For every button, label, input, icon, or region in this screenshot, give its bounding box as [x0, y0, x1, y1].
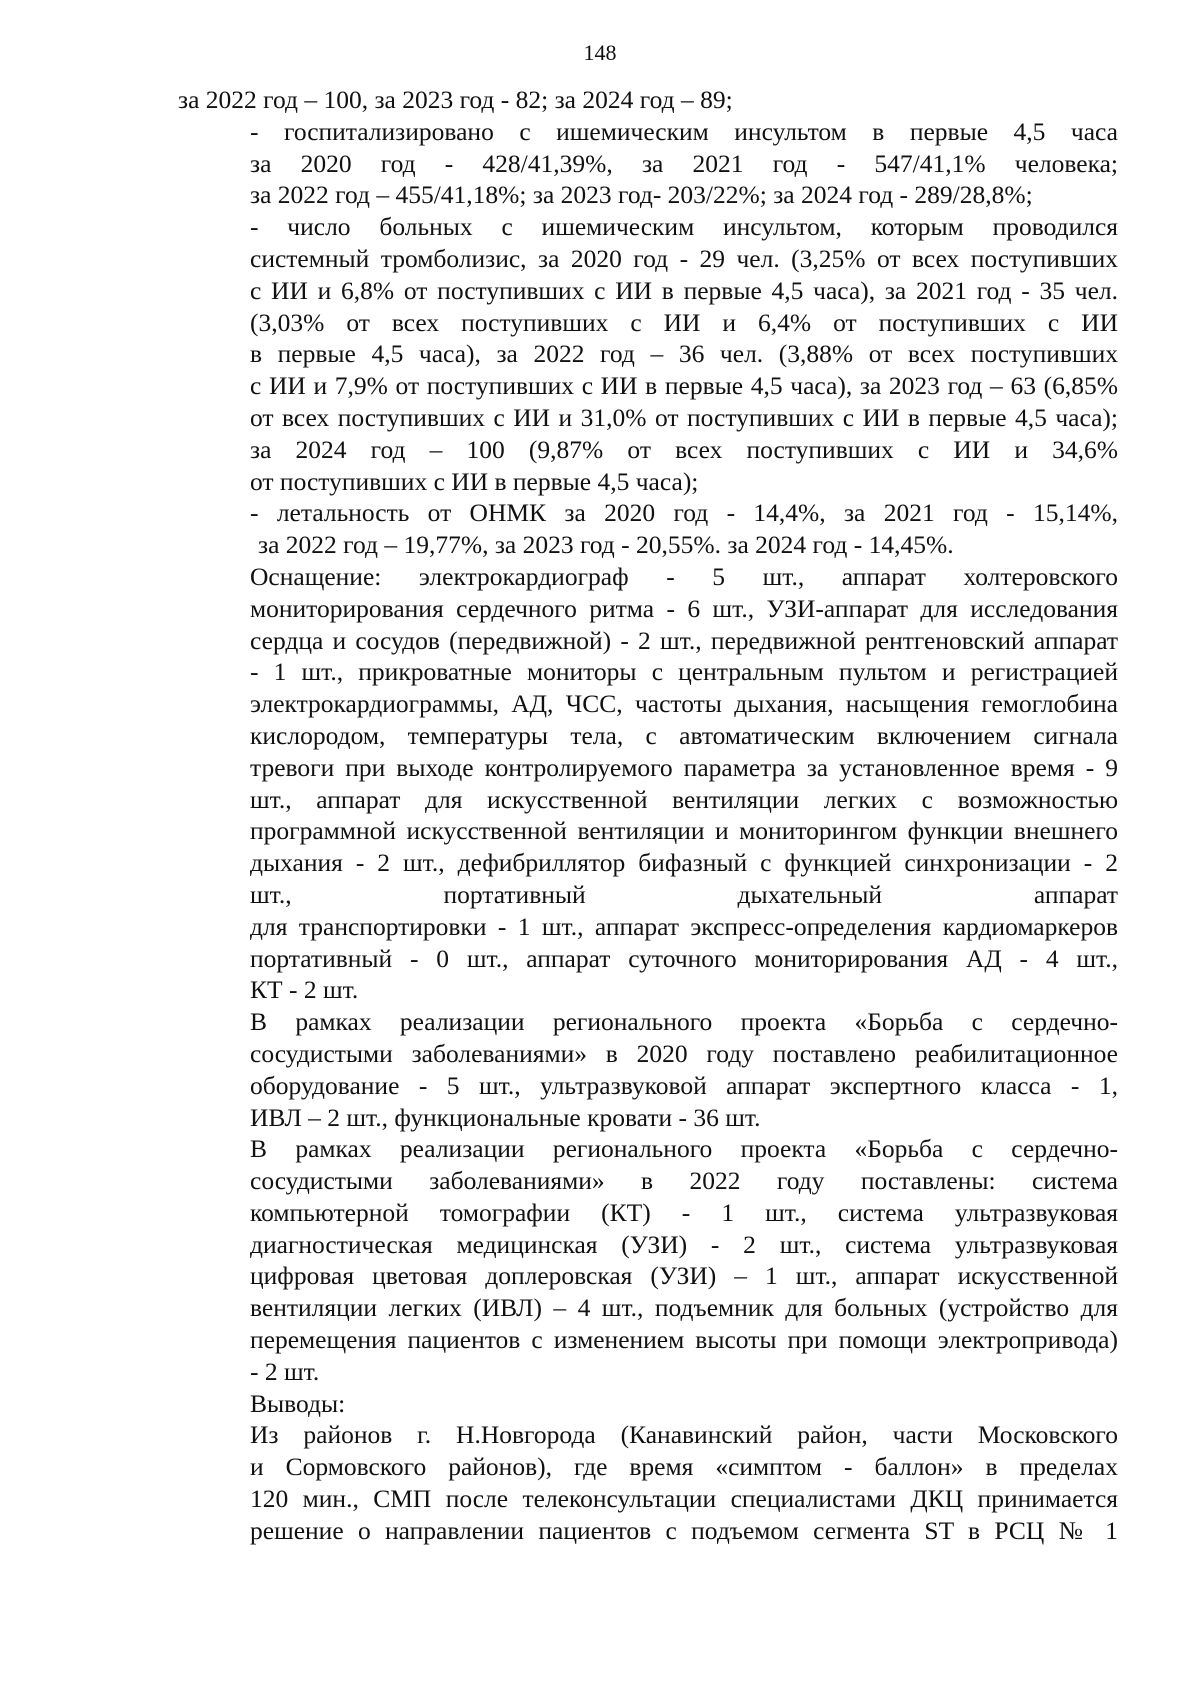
text-line: В рамках реализации регионального проекта «Борьба с сердечно-: [250, 1134, 1118, 1164]
text-line: цифровая цветовая доплеровская (УЗИ) – 1 шт., аппарат искусственной: [250, 1261, 1118, 1291]
text-line: с ИИ и 7,9% от поступивших с ИИ в первые 4,5 часа), за 2023 год – 63 (6,85%: [250, 371, 1118, 401]
text-line: за 2022 год – 19,77%, за 2023 год - 20,55%. за 2024 год - 14,45%.: [258, 530, 954, 560]
text-line: за 2024 год – 100 (9,87% от всех поступивших с ИИ и 34,6%: [250, 434, 1118, 464]
text-line: системный тромболизис, за 2020 год - 29 чел. (3,25% от всех поступивших: [250, 243, 1118, 273]
text-line: вентиляции легких (ИВЛ) – 4 шт., подъемник для больных (устройство для: [250, 1293, 1118, 1323]
text-line: и Сормовского районов), где время «симптом - баллон» в пределах: [250, 1452, 1118, 1482]
page-number: 148: [583, 40, 617, 65]
text-line: тревоги при выходе контролируемого параметра за установленное время - 9: [250, 752, 1118, 782]
text-line: шт., аппарат для искусственной вентиляции легких с возможностью: [250, 784, 1118, 814]
text-line: - 1 шт., прикроватные мониторы с центральным пультом и регистрацией: [250, 657, 1118, 687]
text-line: программной искусственной вентиляции и мониторингом функции внешнего: [250, 816, 1118, 846]
text-line: дыхания - 2 шт., дефибриллятор бифазный с функцией синхронизации - 2: [250, 848, 1118, 878]
paragraph-conclusions: [178, 1419, 1118, 1546]
text-line: за 2020 год - 428/41,39%, за 2021 год - 547/41,1% человека;: [250, 148, 1118, 178]
text-line: для транспортировки - 1 шт., аппарат экспресс-определения кардиомаркеров: [250, 911, 1118, 941]
text-line: сосудистыми заболеваниями» в 2022 году поставлены: система: [250, 1166, 1118, 1196]
text-line: сосудистыми заболеваниями» в 2020 году поставлено реабилитационное: [250, 1038, 1118, 1068]
text-line: с ИИ и 6,8% от поступивших с ИИ в первые 4,5 часа), за 2021 год - 35 чел.: [250, 275, 1118, 305]
text-line: в первые 4,5 часа), за 2022 год – 36 чел. (3,88% от всех поступивших: [250, 339, 1118, 369]
text-line: Оснащение: электрокардиограф - 5 шт., аппарат холтеровского: [250, 561, 1118, 591]
text-line: решение о направлении пациентов с подъемом сегмента ST в РСЦ № 1: [250, 1515, 1118, 1545]
text-line: перемещения пациентов с изменением высоты при помощи электропривода): [250, 1325, 1118, 1355]
text-line: от всех поступивших с ИИ и 31,0% от поступивших с ИИ в первые 4,5 часа);: [250, 402, 1118, 432]
text-line: 120 мин., СМП после телеконсультации специалистами ДКЦ принимается: [250, 1484, 1118, 1514]
text-line: диагностическая медицинская (УЗИ) - 2 шт., система ультразвуковая: [250, 1229, 1118, 1259]
text-line: за 2022 год – 455/41,18%; за 2023 год- 203/22%; за 2024 год - 289/28,8%;: [250, 180, 1033, 210]
text-line: Из районов г. Н.Новгорода (Канавинский район, части Московского: [250, 1420, 1118, 1450]
section-heading-conclusions: [178, 1388, 1118, 1420]
text-line: В рамках реализации регионального проекта «Борьба с сердечно-: [250, 1007, 1118, 1037]
text-line: сердца и сосудов (передвижной) - 2 шт., передвижной рентгеновский аппарат: [250, 625, 1118, 655]
paragraph-project-2022: [178, 1133, 1118, 1387]
text-line: - число больных с ишемическим инсультом, которым проводился: [250, 212, 1118, 242]
paragraph-thrombolysis: [178, 211, 1118, 497]
paragraph-hospitalized: [178, 116, 1118, 211]
text-line: за 2022 год – 100, за 2023 год - 82; за 2024 год – 89;: [178, 85, 733, 114]
text-line: - летальность от ОНМК за 2020 год - 14,4%, за 2021 год - 15,14%,: [250, 498, 1118, 528]
paragraph-project-2020: [178, 1006, 1118, 1133]
text-line: электрокардиограммы, АД, ЧСС, частоты дыхания, насыщения гемоглобина: [250, 689, 1118, 719]
text-line: ИВЛ – 2 шт., функциональные кровати - 36 шт.: [250, 1102, 761, 1132]
text-line: портативный - 0 шт., аппарат суточного мониторирования АД - 4 шт.,: [250, 943, 1118, 973]
text-line: КТ - 2 шт.: [250, 975, 359, 1005]
paragraph-mortality: [178, 497, 1118, 561]
text-line: оборудование - 5 шт., ультразвуковой аппарат экспертного класса - 1,: [250, 1070, 1118, 1100]
text-line: кислородом, температуры тела, с автоматическим включением сигнала: [250, 720, 1118, 750]
text-line: мониторирования сердечного ритма - 6 шт., УЗИ-аппарат для исследования: [250, 593, 1118, 623]
text-line: Выводы:: [250, 1388, 346, 1418]
text-line: (3,03% от всех поступивших с ИИ и 6,4% от поступивших с ИИ: [250, 307, 1118, 337]
paragraph-stats-continuation: [178, 84, 1118, 116]
text-line: от поступивших с ИИ в первые 4,5 часа);: [250, 466, 699, 496]
paragraph-equipment: [178, 561, 1118, 1006]
text-line: - госпитализировано с ишемическим инсультом в первые 4,5 часа: [250, 116, 1118, 146]
document-body: [178, 84, 1118, 1547]
text-line: - 2 шт.: [250, 1356, 320, 1386]
text-line: шт., портативный дыхательный аппарат: [250, 879, 1118, 909]
text-line: компьютерной томографии (КТ) - 1 шт., система ультразвуковая: [250, 1197, 1118, 1227]
